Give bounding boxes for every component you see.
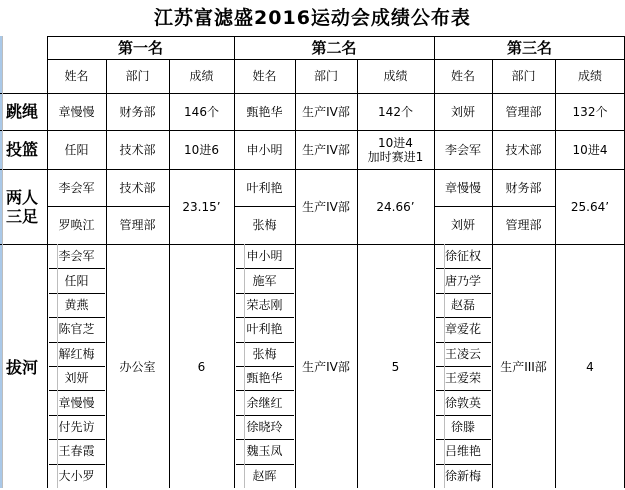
score: 10进4 加时赛进1 (367, 135, 424, 164)
column-header: 部门 (125, 69, 150, 83)
department: 生产III部 (500, 360, 547, 374)
athlete-name: 任阳 (64, 273, 89, 288)
score: 5 (391, 360, 400, 374)
athlete-name: 赵磊 (450, 297, 475, 312)
column-header: 姓名 (252, 69, 277, 83)
athlete-name: 荣志刚 (246, 297, 283, 312)
athlete-name: 黄燕 (64, 297, 89, 312)
athlete-name: 王爱荣 (444, 371, 481, 386)
athlete-name: 刘妍 (450, 218, 475, 232)
score: 4 (586, 360, 594, 374)
grid-line (434, 36, 435, 488)
event-label-basketball: 投篮 (6, 140, 39, 159)
athlete-name: 徐新梅 (444, 468, 481, 483)
grid-line (295, 59, 296, 488)
athlete-name: 王春霞 (58, 444, 95, 459)
athlete-name: 刘妍 (450, 104, 475, 119)
athlete-name: 张梅 (252, 218, 277, 232)
grid-line (0, 93, 625, 94)
grid-line (47, 36, 625, 37)
athlete-name: 李会军 (58, 180, 95, 195)
athlete-name: 申小明 (246, 142, 283, 157)
department: 办公室 (119, 360, 156, 374)
grid-line (106, 59, 107, 488)
athlete-name: 余继红 (246, 395, 283, 410)
athlete-name: 叶利艳 (246, 322, 283, 337)
grid-line (0, 130, 625, 131)
event-label-three-legged: 两人 三足 (6, 187, 39, 226)
grid-line (444, 244, 445, 488)
athlete-name: 甄艳华 (246, 104, 283, 119)
athlete-name: 解红梅 (58, 346, 95, 361)
score: 24.66’ (376, 199, 415, 214)
score: 10进6 (184, 142, 219, 157)
athlete-name: 大小罗 (58, 468, 95, 483)
department: 生产IV部 (302, 142, 350, 157)
department: 技术部 (505, 142, 542, 157)
grid-line (2, 36, 3, 93)
column-header: 部门 (511, 69, 536, 83)
column-header: 成绩 (189, 69, 214, 83)
place-header: 第一名 (117, 38, 163, 57)
department: 技术部 (119, 180, 156, 195)
athlete-name: 章慢慢 (444, 180, 481, 195)
department: 财务部 (119, 104, 156, 119)
grid-line (555, 59, 556, 488)
athlete-name: 李会军 (444, 142, 481, 157)
athlete-name: 张梅 (252, 346, 277, 361)
athlete-name: 徐晓玲 (246, 419, 283, 434)
grid-line (57, 244, 58, 488)
athlete-name: 章爱花 (444, 322, 481, 337)
grid-line (357, 59, 358, 488)
athlete-name: 吕维艳 (444, 444, 481, 459)
place-header: 第三名 (506, 38, 552, 57)
grid-line (47, 36, 48, 488)
grid-line (244, 244, 245, 488)
event-label-tug-of-war: 拔河 (6, 357, 39, 377)
grid-line (47, 59, 625, 60)
athlete-name: 刘妍 (64, 371, 89, 386)
department: 生产IV部 (302, 360, 350, 374)
department: 管理部 (119, 218, 156, 232)
event-label-jump-rope: 跳绳 (6, 102, 39, 121)
grid-line (434, 206, 555, 207)
athlete-name: 施军 (252, 273, 277, 288)
grid-line (234, 206, 295, 207)
athlete-name: 赵晖 (252, 468, 277, 483)
athlete-name: 甄艳华 (246, 371, 283, 386)
score: 132个 (572, 104, 608, 119)
score: 142个 (378, 104, 413, 119)
grid-line (0, 244, 625, 245)
athlete-name: 唐乃学 (444, 273, 481, 288)
column-header: 成绩 (577, 69, 602, 83)
athlete-name: 徐征权 (444, 249, 481, 264)
grid-line (169, 59, 170, 488)
athlete-name: 魏玉凤 (246, 444, 283, 459)
department: 技术部 (119, 142, 156, 157)
athlete-name: 章慢慢 (58, 104, 95, 119)
athlete-name: 徐滕 (450, 419, 475, 434)
department: 生产IV部 (302, 104, 350, 119)
department: 财务部 (505, 180, 542, 195)
grid-line (492, 59, 493, 488)
grid-line (2, 93, 3, 488)
athlete-name: 陈官芝 (58, 322, 95, 337)
place-header: 第二名 (311, 38, 357, 57)
athlete-name: 申小明 (246, 249, 283, 264)
athlete-name: 李会军 (58, 249, 95, 264)
department: 生产IV部 (302, 199, 350, 214)
column-header: 姓名 (450, 69, 475, 83)
athlete-name: 任阳 (64, 142, 89, 157)
grid-line (234, 36, 235, 488)
score: 10进4 (572, 142, 608, 157)
score: 146个 (184, 104, 219, 119)
grid-line (0, 169, 625, 170)
athlete-name: 罗唤江 (58, 218, 95, 232)
column-header: 部门 (313, 69, 338, 83)
athlete-name: 叶利艳 (246, 180, 283, 195)
score: 23.15’ (182, 199, 221, 214)
column-header: 姓名 (64, 69, 89, 83)
athlete-name: 付先访 (58, 419, 95, 434)
department: 管理部 (505, 218, 542, 232)
score: 25.64’ (570, 199, 610, 214)
column-header: 成绩 (383, 69, 408, 83)
athlete-name: 徐敦英 (444, 395, 481, 410)
score: 6 (197, 360, 206, 374)
department: 管理部 (505, 104, 542, 119)
athlete-name: 王凌云 (444, 346, 481, 361)
athlete-name: 章慢慢 (58, 395, 95, 410)
grid-line (47, 206, 169, 207)
page-title: 江苏富滤盛2016运动会成绩公布表 (154, 7, 471, 29)
